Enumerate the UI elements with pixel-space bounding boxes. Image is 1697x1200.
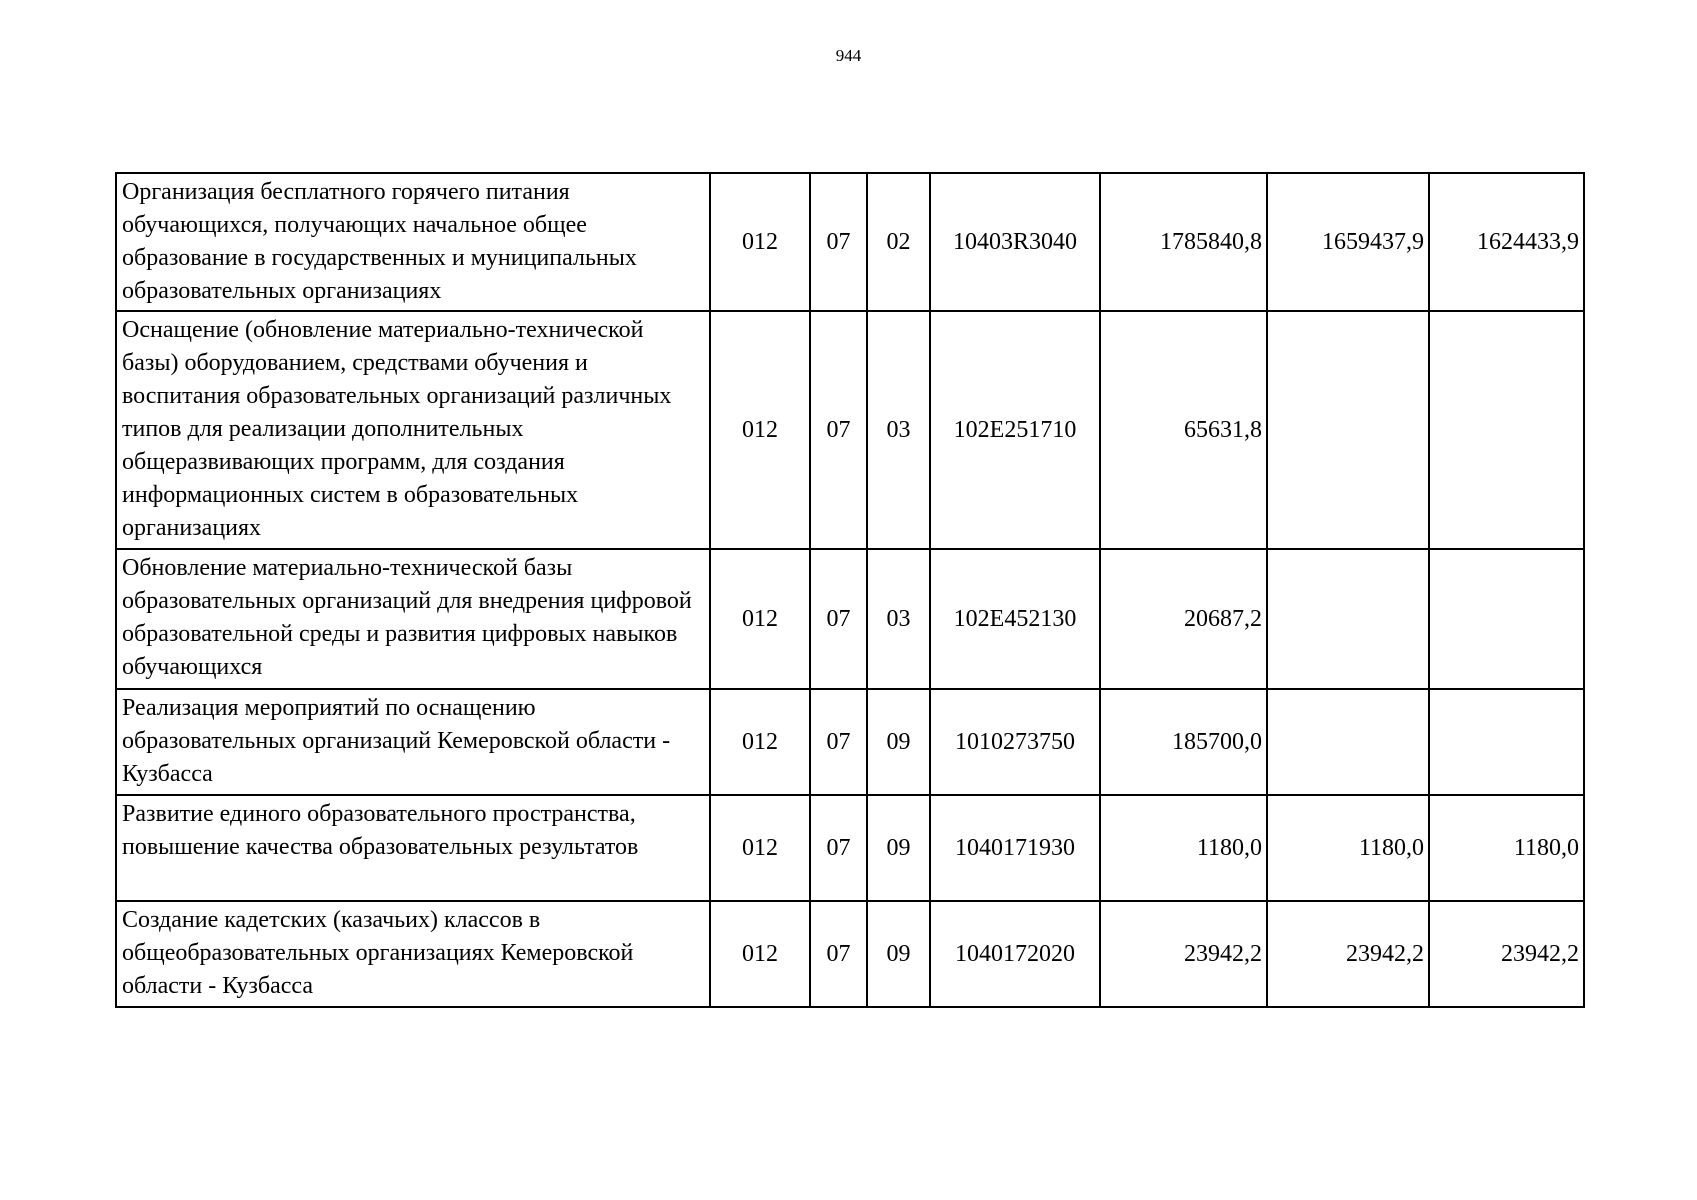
section-code: 07 (810, 901, 867, 1007)
table-row (116, 549, 1584, 689)
section-code: 07 (810, 311, 867, 549)
amount-year-1: 65631,8 (1100, 311, 1267, 549)
amount-year-1: 1785840,8 (1100, 173, 1267, 311)
table-row (116, 901, 1584, 1007)
amount-year-2: 1180,0 (1267, 795, 1429, 901)
subsection-code: 09 (867, 901, 930, 1007)
expense-name: Реализация мероприятий по оснащению образовательных организаций Кемеровской области - Кузбасса (116, 689, 710, 795)
subsection-code: 03 (867, 311, 930, 549)
target-article-code: 1040171930 (930, 795, 1100, 901)
section-code: 07 (810, 173, 867, 311)
amount-year-1: 23942,2 (1100, 901, 1267, 1007)
table-row (116, 311, 1584, 549)
table-row (116, 173, 1584, 311)
budget-table (115, 172, 1585, 1008)
section-code: 07 (810, 549, 867, 689)
table-row (116, 689, 1584, 795)
target-article-code: 10403R3040 (930, 173, 1100, 311)
amount-year-1: 1180,0 (1100, 795, 1267, 901)
section-code: 07 (810, 795, 867, 901)
subsection-code: 02 (867, 173, 930, 311)
target-article-code: 102E452130 (930, 549, 1100, 689)
amount-year-2: 23942,2 (1267, 901, 1429, 1007)
page-number: 944 (835, 46, 862, 65)
ministry-code: 012 (710, 795, 810, 901)
subsection-code: 09 (867, 689, 930, 795)
target-article-code: 102E251710 (930, 311, 1100, 549)
amount-year-2 (1267, 689, 1429, 795)
amount-year-2: 1659437,9 (1267, 173, 1429, 311)
amount-year-1: 20687,2 (1100, 549, 1267, 689)
ministry-code: 012 (710, 901, 810, 1007)
amount-year-3: 23942,2 (1429, 901, 1584, 1007)
amount-year-3: 1624433,9 (1429, 173, 1584, 311)
section-code: 07 (810, 689, 867, 795)
ministry-code: 012 (710, 311, 810, 549)
expense-name: Оснащение (обновление материально-технической базы) оборудованием, средствами обучения и воспитания образовательных организаций различных типов для реализации дополнительных общеразвивающих программ, для создания информационных систем в образовательных организациях (116, 311, 710, 549)
ministry-code: 012 (710, 689, 810, 795)
amount-year-1: 185700,0 (1100, 689, 1267, 795)
target-article-code: 1010273750 (930, 689, 1100, 795)
expense-name: Создание кадетских (казачьих) классов в общеобразовательных организациях Кемеровской области - Кузбасса (116, 901, 710, 1007)
amount-year-3 (1429, 549, 1584, 689)
amount-year-2 (1267, 549, 1429, 689)
ministry-code: 012 (710, 173, 810, 311)
amount-year-3 (1429, 689, 1584, 795)
ministry-code: 012 (710, 549, 810, 689)
expense-name: Организация бесплатного горячего питания обучающихся, получающих начальное общее образование в государственных и муниципальных образовательных организациях (116, 173, 710, 311)
subsection-code: 03 (867, 549, 930, 689)
target-article-code: 1040172020 (930, 901, 1100, 1007)
amount-year-3 (1429, 311, 1584, 549)
amount-year-3: 1180,0 (1429, 795, 1584, 901)
expense-name: Развитие единого образовательного пространства, повышение качества образовательных результатов (116, 795, 710, 901)
amount-year-2 (1267, 311, 1429, 549)
subsection-code: 09 (867, 795, 930, 901)
table-row (116, 795, 1584, 901)
expense-name: Обновление материально-технической базы образовательных организаций для внедрения цифровой образовательной среды и развития цифровых навыков обучающихся (116, 549, 710, 689)
